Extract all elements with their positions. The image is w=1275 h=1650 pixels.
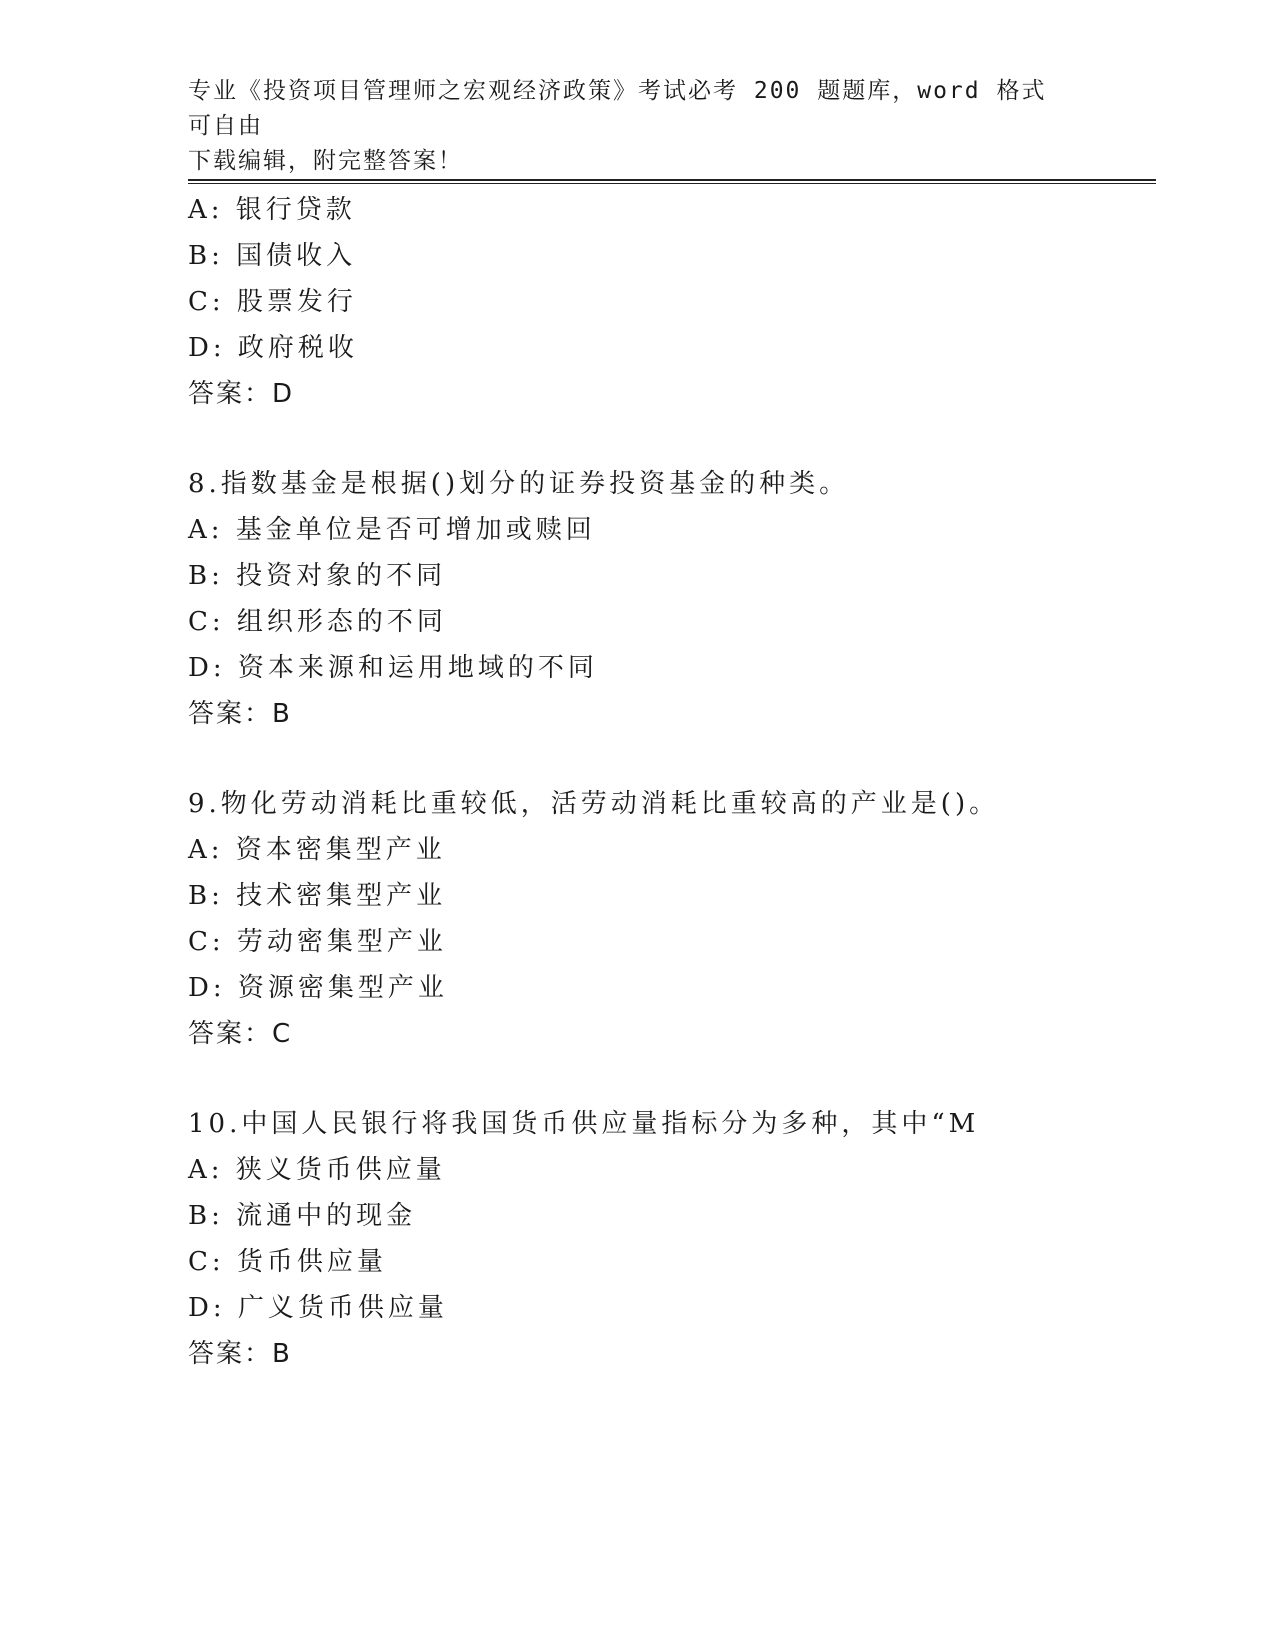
question-block [188, 1101, 1148, 1377]
question-block [188, 187, 1148, 417]
option-b: B: 流通中的现金 [188, 1201, 417, 1231]
question-block [188, 461, 1148, 737]
header-line-2: 下载编辑，附完整答案！ [188, 148, 463, 174]
answer-line: 答案：D [188, 379, 295, 409]
option-a: A: 狭义货币供应量 [188, 1155, 446, 1185]
option-a: A: 资本密集型产业 [188, 835, 446, 865]
option-d: D: 资本来源和运用地域的不同 [188, 653, 598, 683]
option-a: A: 基金单位是否可增加或赎回 [188, 515, 596, 545]
option-b: B: 投资对象的不同 [188, 561, 447, 591]
spacer [188, 1057, 1148, 1101]
question-text: 8.指数基金是根据()划分的证券投资基金的种类。 [188, 469, 850, 499]
question-text: 9.物化劳动消耗比重较低，活劳动消耗比重较高的产业是()。 [188, 789, 1000, 819]
option-d: D: 资源密集型产业 [188, 973, 448, 1003]
option-c: C: 货币供应量 [188, 1247, 387, 1277]
option-a: A: 银行贷款 [188, 195, 356, 225]
answer-line: 答案：B [188, 1339, 292, 1369]
header-divider [188, 179, 1156, 184]
option-c: C: 劳动密集型产业 [188, 927, 447, 957]
spacer [188, 737, 1148, 781]
option-d: D: 广义货币供应量 [188, 1293, 448, 1323]
option-c: C: 组织形态的不同 [188, 607, 447, 637]
question-text: 10.中国人民银行将我国货币供应量指标分为多种，其中“M [188, 1109, 980, 1139]
spacer [188, 417, 1148, 461]
option-b: B: 技术密集型产业 [188, 881, 447, 911]
option-b: B: 国债收入 [188, 241, 357, 271]
answer-line: 答案：B [188, 699, 292, 729]
question-list [188, 187, 1148, 1377]
option-c: C: 股票发行 [188, 287, 357, 317]
option-d: D: 政府税收 [188, 333, 358, 363]
answer-line: 答案：C [188, 1019, 293, 1049]
header-line-1: 专业《投资项目管理师之宏观经济政策》考试必考 200 题题库，word 格式可自由 [188, 78, 1047, 139]
question-block [188, 781, 1148, 1057]
document-header [188, 74, 1068, 179]
